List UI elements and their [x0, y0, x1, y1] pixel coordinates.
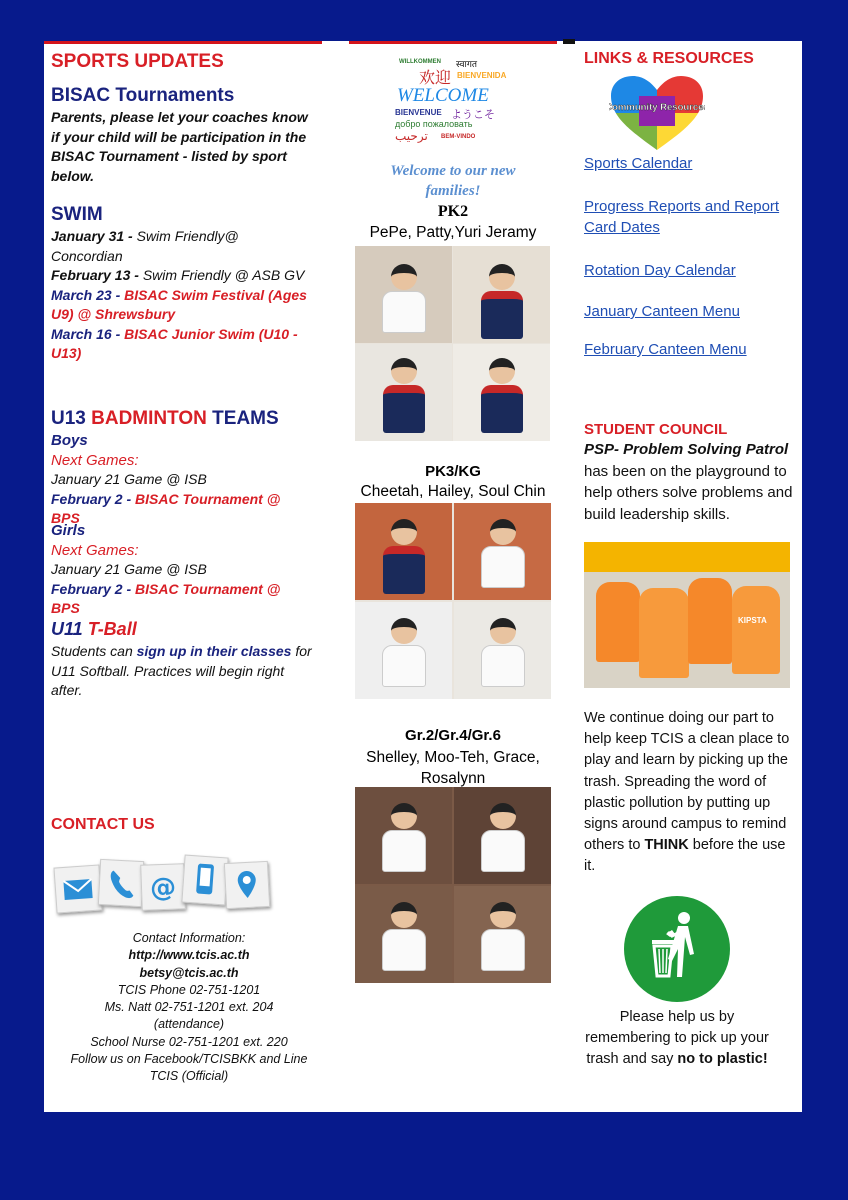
student-photo	[355, 602, 452, 699]
tball-text-b: sign up in their classes	[136, 643, 292, 659]
contact-icons	[55, 856, 270, 926]
photo-banner	[584, 542, 790, 572]
swim-event: BISAC Junior Swim (U10 - U13)	[51, 325, 298, 361]
cloud-bemvindo: BEM-VINDO	[441, 134, 476, 140]
contact-natt-note: (attendance)	[153, 1017, 225, 1032]
boys-label: Boys	[51, 432, 88, 449]
cloud-arabic: ترحيب	[395, 129, 428, 143]
boys-games	[51, 431, 313, 529]
tball-title-b: T-Ball	[87, 619, 137, 639]
contact-natt: Ms. Natt 02-751-1201 ext. 204	[104, 1000, 274, 1015]
game-item: January 21 Game @ ISB	[51, 471, 207, 487]
group-grade: PK3/KG	[425, 463, 481, 480]
swim-item	[51, 286, 313, 325]
link-progress-reports[interactable]: Progress Reports and Report Card Dates	[584, 198, 780, 236]
student-vest	[639, 588, 689, 678]
psp-description: has been on the playground to help others solve problems and build leadership skills.	[584, 462, 793, 523]
swim-date: March 23 -	[51, 286, 121, 303]
top-rule-left	[44, 41, 322, 44]
contact-email-link[interactable]: betsy@tcis.ac.th	[139, 965, 239, 980]
next-games-label: Next Games:	[51, 451, 139, 469]
group-names: PePe, Patty,Yuri Jeramy	[369, 224, 537, 241]
cloud-japanese: ようこそ	[451, 109, 495, 121]
contact-social: Follow us on Facebook/TCISBKK and Line TCIS (Official)	[70, 1052, 308, 1084]
mobile-icon[interactable]	[181, 855, 228, 906]
bisac-title: BISAC Tournaments	[51, 85, 235, 106]
game-item	[51, 580, 313, 619]
student-photo	[454, 886, 551, 983]
psp-bold: PSP- Problem Solving Patrol	[584, 441, 789, 458]
student-photo	[453, 344, 550, 441]
student-vest	[732, 586, 780, 674]
student-photo	[355, 503, 452, 600]
swim-item	[51, 266, 313, 286]
student-photo	[355, 886, 452, 983]
game-date: February 2 -	[51, 490, 132, 507]
swim-list	[51, 227, 313, 364]
svg-text:@: @	[149, 872, 177, 904]
badminton-title	[51, 408, 331, 430]
litter-bin-icon	[624, 896, 730, 1002]
link-january-canteen-menu[interactable]: January Canteen Menu	[584, 303, 740, 320]
at-icon[interactable]	[140, 863, 186, 911]
cleanup-text-c: before the use it.	[584, 837, 786, 875]
top-rule-middle	[349, 41, 557, 44]
phone-icon[interactable]	[98, 859, 144, 907]
pk2-photo	[355, 246, 550, 441]
swim-event: BISAC Swim Festival (Ages U9) @ Shrewsbury	[51, 286, 307, 322]
welcome-heading: Welcome to our new families!	[390, 163, 516, 199]
game-event: BISAC Tournament @ BPS	[51, 490, 281, 526]
cloud-russian: добро пожаловать	[395, 119, 473, 129]
girls-label: Girls	[51, 522, 86, 539]
plastic-text-b: no to plastic!	[677, 1051, 768, 1068]
top-rule-marker	[563, 39, 575, 44]
link-rotation-day-calendar[interactable]: Rotation Day Calendar	[584, 262, 736, 279]
swim-date: February 13 -	[51, 267, 139, 283]
swim-date: January 31 -	[51, 228, 133, 244]
contact-info	[59, 930, 319, 1086]
game-event: BISAC Tournament @ BPS	[51, 580, 281, 616]
grade-photo	[355, 787, 551, 983]
student-photo	[454, 503, 551, 600]
location-icon[interactable]	[224, 861, 270, 909]
newsletter-page	[44, 41, 802, 1112]
swim-title: SWIM	[51, 204, 103, 225]
tball-title-a: U11	[51, 619, 88, 639]
badminton-title-b: BADMINTON	[91, 408, 207, 429]
student-photo	[454, 787, 551, 884]
cleanup-text	[584, 708, 798, 878]
group-grade: PK2	[437, 203, 469, 220]
student-photo	[454, 602, 551, 699]
cloud-chinese: 欢迎	[419, 70, 452, 87]
contact-nurse: School Nurse 02-751-1201 ext. 220	[90, 1034, 288, 1049]
psp-text	[584, 439, 798, 525]
cloud-willkommen: WILLKOMMEN	[399, 59, 441, 65]
tball-title	[51, 619, 137, 640]
tball-text-c: for U11 Softball. Practices will begin right after.	[51, 643, 312, 698]
cleanup-think: THINK	[644, 837, 689, 854]
cloud-hindi: स्वागत	[456, 59, 478, 69]
swim-event: Swim Friendly @ ASB GV	[138, 267, 305, 283]
cloud-bienvenue: BIENVENUE	[395, 108, 442, 117]
badminton-title-a: U13	[51, 408, 92, 429]
student-photo	[355, 246, 452, 343]
link-sports-calendar[interactable]: Sports Calendar	[584, 155, 693, 172]
cloud-welcome: WELCOME	[397, 85, 489, 106]
badminton-title-c: TEAMS	[206, 408, 279, 429]
girls-games	[51, 521, 313, 619]
badge-label: Community Resources	[609, 102, 705, 113]
plastic-text	[584, 1007, 770, 1071]
swim-item	[51, 325, 313, 364]
sports-title: SPORTS UPDATES	[51, 51, 224, 72]
council-title: STUDENT COUNCIL	[584, 421, 728, 438]
council-photo	[584, 542, 790, 688]
swim-event: Swim Friendly@ Concordian	[51, 228, 239, 264]
contact-title: CONTACT US	[51, 816, 155, 833]
contact-intro: Contact Information:	[132, 931, 246, 945]
links-title: LINKS & RESOURCES	[584, 50, 754, 67]
swim-item	[51, 227, 313, 266]
student-photo	[355, 344, 452, 441]
cleanup-text-a: We continue doing our part to help keep TCIS a clean place to play and learn by picking up the trash. Spreading the word of plastic pollution by putting up signs around campus to remind others to	[584, 710, 790, 854]
swim-date: March 16 -	[51, 325, 121, 342]
contact-phone: TCIS Phone 02-751-1201	[117, 982, 261, 997]
pk3-kg-photo	[355, 503, 551, 699]
student-vest	[688, 578, 732, 664]
tball-text	[51, 642, 313, 701]
welcome-word-cloud	[389, 55, 519, 141]
cloud-bienvenida: BIENVENIDA	[457, 71, 507, 80]
game-item: January 21 Game @ ISB	[51, 561, 207, 577]
heart-puzzle-icon	[609, 74, 705, 152]
bisac-text: Parents, please let your coaches know if your child will be participation in the BISAC Tournament - listed by sport below.	[51, 109, 308, 184]
vest-label: KIPSTA	[738, 616, 767, 625]
group-grade: Gr.2/Gr.4/Gr.6	[405, 727, 501, 744]
student-photo	[355, 787, 452, 884]
student-photo	[453, 246, 550, 343]
mail-icon[interactable]	[53, 864, 102, 913]
group-names: Shelley, Moo-Teh, Grace, Rosalynn	[366, 749, 540, 787]
game-date: February 2 -	[51, 580, 132, 597]
next-games-label: Next Games:	[51, 541, 139, 559]
group-names: Cheetah, Hailey, Soul Chin	[360, 483, 546, 500]
community-resources-badge	[609, 74, 705, 152]
tball-text-a: Students can	[51, 643, 137, 659]
student-vest	[596, 582, 640, 662]
plastic-text-a: Please help us by remembering to pick up your trash and say	[585, 1009, 769, 1068]
link-february-canteen-menu[interactable]: February Canteen Menu	[584, 341, 747, 358]
contact-web-link[interactable]: http://www.tcis.ac.th	[128, 948, 250, 963]
